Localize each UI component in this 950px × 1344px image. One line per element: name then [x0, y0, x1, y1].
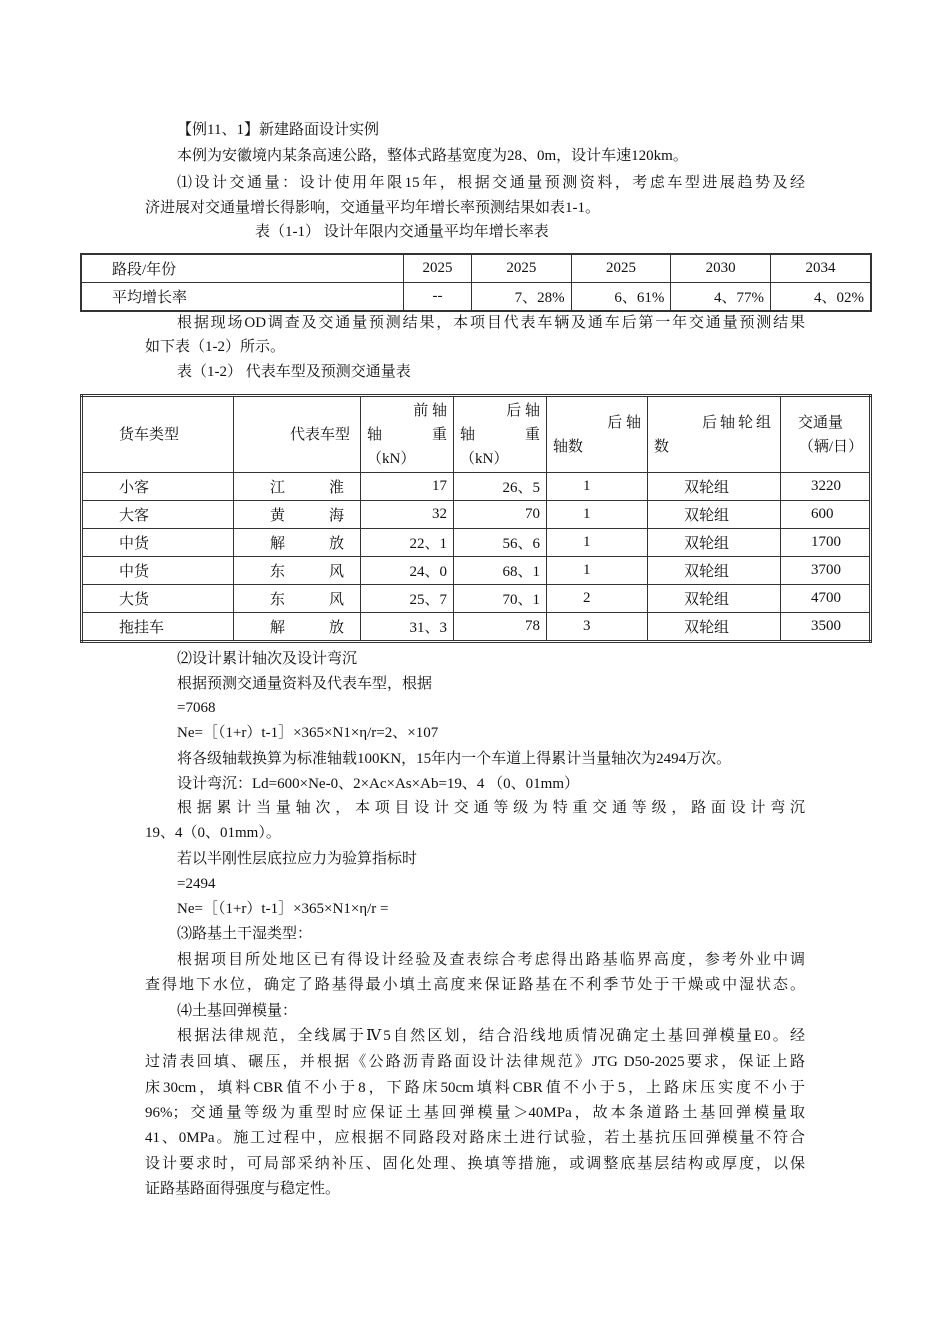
table-cell: 600: [781, 501, 871, 529]
s4-line: 设计要求时，可局部采纳补压、固化处理、换填等措施，或调整底基层结构或厚度，以保: [145, 1156, 805, 1172]
vehicle-model-char: 放: [328, 536, 344, 552]
table-cell: 4700: [781, 585, 871, 613]
table-cell: 双轮组: [648, 585, 781, 613]
table-cell: 平均增长率: [81, 283, 404, 312]
table-cell: 56、6: [454, 529, 547, 557]
table-cell: [547, 396, 648, 473]
table-cell: 代表车型: [234, 396, 361, 473]
table-cell: 31、3: [361, 613, 454, 642]
table-cell: 大货: [82, 585, 234, 613]
table-row: [82, 501, 871, 529]
table-cell: 双轮组: [648, 529, 781, 557]
table-cell: 70、1: [454, 585, 547, 613]
vehicle-model: [240, 588, 354, 609]
s2-line: Ne=［（1+r）t-1］×365×N1×η/r=2、×107: [177, 725, 439, 741]
s4-line: 床30cm，填料CBR值不小于8，下路床50cm填料CBR值不小于5，上路床压实度不小于: [145, 1080, 805, 1096]
after1-line: 如下表（1-2）所示。: [145, 339, 285, 355]
table-cell: 7、28%: [472, 283, 572, 312]
table-cell: 68、1: [454, 557, 547, 585]
vehicle-model-char: 海: [328, 508, 344, 524]
s2-line: 将各级轴载换算为标准轴载100KN，15年内一个车道上得累计当量轴次为2494万次。: [177, 751, 732, 767]
table-cell: [234, 557, 361, 585]
table-cell: 24、0: [361, 557, 454, 585]
vehicle-model: [240, 504, 354, 525]
header-line: 后 轴: [506, 402, 540, 419]
vehicle-model: [240, 616, 354, 637]
table-cell: 小客: [82, 473, 234, 501]
table-cell: [234, 529, 361, 557]
growth-rate-table: [80, 253, 872, 312]
vehicle-model-char: 风: [328, 564, 344, 580]
table-cell: 路段/年份: [81, 254, 404, 283]
vehicle-traffic-table: [80, 394, 872, 643]
s2-line: 根据预测交通量资料及代表车型，根据: [177, 676, 433, 692]
s2-line: 设计弯沉：Ld=600×Ne-0、2×Ac×As×Ab=19、4 （0、01mm）: [177, 776, 579, 792]
table-cell: 70: [454, 501, 547, 529]
table-cell: [234, 501, 361, 529]
table-cell: 2030: [671, 254, 771, 283]
s2-line: 若以半刚性层底拉应力为验算指标时: [177, 851, 418, 867]
table1-caption: 表（1-1） 设计年限内交通量平均年增长率表: [255, 224, 549, 240]
table-cell: 3700: [781, 557, 871, 585]
vehicle-model-char: 解: [270, 620, 286, 636]
header-line: （kN）: [367, 450, 416, 467]
header-line: 交通量: [797, 414, 843, 431]
table-cell: [234, 585, 361, 613]
intro-paragraph: 本例为安徽境内某条高速公路，整体式路基宽度为28、0m，设计车速120km。: [177, 148, 688, 164]
s4-line: 证路基路面得强度与稳定性。: [145, 1181, 341, 1197]
table2-caption: 表（1-2） 代表车型及预测交通量表: [177, 364, 411, 380]
vehicle-model-char: 风: [328, 592, 344, 608]
table-row: [82, 557, 871, 585]
table-row: [81, 283, 871, 312]
s1-line: 济进展对交通量增长得影响，交通量平均年增长率预测结果如表1-1。: [145, 200, 600, 216]
s2-line: =2494: [177, 876, 216, 892]
table-cell: 2025: [404, 254, 472, 283]
table-cell: 25、7: [361, 585, 454, 613]
header-line: （辆/日）: [798, 438, 863, 455]
s2-line: ⑵设计累计轴次及设计弯沉: [177, 651, 358, 667]
s4-line: 41、0MPa。施工过程中，应根据不同路段对路床土进行试验，若土基抗压回弹模量不符合: [145, 1130, 805, 1146]
table-cell: 拖挂车: [82, 613, 234, 642]
vehicle-model-char: 东: [270, 564, 286, 580]
s4-line: 96%；交通量等级为重型时应保证土基回弹模量＞40MPa，故本条道路土基回弹模量取: [145, 1105, 805, 1121]
table-cell: 22、1: [361, 529, 454, 557]
header-line: 轴: [367, 426, 383, 443]
header-line: 重: [431, 426, 447, 443]
table-cell: 3: [547, 613, 648, 642]
s2-line: =7068: [177, 700, 216, 716]
table-cell: 2025: [571, 254, 671, 283]
s2-line: 19、4（0、01mm）。: [145, 825, 281, 841]
table-cell: 1: [547, 501, 648, 529]
vehicle-model: [240, 560, 354, 581]
table-cell: 1: [547, 529, 648, 557]
header-line: 轴数: [553, 438, 584, 455]
table-cell: [234, 473, 361, 501]
table-row: [82, 473, 871, 501]
vehicle-model-char: 淮: [328, 480, 344, 496]
s4-line: 根据法律规范，全线属于Ⅳ5自然区划，结合沿线地质情况确定土基回弹模量E0。经: [177, 1028, 805, 1044]
table-cell: 17: [361, 473, 454, 501]
table-header-row: [81, 254, 871, 283]
table-cell: 4、77%: [671, 283, 771, 312]
table-cell: 3220: [781, 473, 871, 501]
s3-line: ⑶路基土干湿类型：: [177, 926, 313, 942]
table-cell: [648, 396, 781, 473]
s4-line: ⑷土基回弹模量：: [177, 1003, 298, 1019]
vehicle-model: [240, 476, 354, 497]
table-row: [82, 613, 871, 642]
table-header-row: [82, 396, 871, 473]
table-cell: 1: [547, 557, 648, 585]
vehicle-model-char: 江: [270, 480, 286, 496]
header-line: 轴: [460, 426, 476, 443]
table-cell: 26、5: [454, 473, 547, 501]
header-line: 后 轴: [607, 414, 641, 431]
table-cell: 2: [547, 585, 648, 613]
example-heading: 【例11、1】新建路面设计实例: [177, 122, 379, 138]
s1-line: ⑴设计交通量：设计使用年限15年，根据交通量预测资料，考虑车型进展趋势及经: [177, 175, 805, 191]
s2-line: 根据累计当量轴次，本项目设计交通等级为特重交通等级，路面设计弯沉: [177, 800, 805, 816]
table-cell: 2034: [770, 254, 871, 283]
header-line: 前 轴: [413, 402, 447, 419]
table-cell: 中货: [82, 557, 234, 585]
vehicle-model: [240, 532, 354, 553]
s4-line: 过清表回填、碾压，并根据《公路沥青路面设计法律规范》JTG D50-2025要求，保证上路: [145, 1054, 805, 1070]
table-cell: 双轮组: [648, 473, 781, 501]
header-line: （kN）: [460, 450, 509, 467]
vehicle-model-char: 放: [328, 620, 344, 636]
table-cell: 6、61%: [571, 283, 671, 312]
table-cell: 32: [361, 501, 454, 529]
table-row: [82, 585, 871, 613]
table-cell: 4、02%: [770, 283, 871, 312]
table-cell: [781, 396, 871, 473]
table-cell: [361, 396, 454, 473]
table-cell: --: [404, 283, 472, 312]
after1-line: 根据现场OD调查及交通量预测结果，本项目代表车辆及通车后第一年交通量预测结果: [177, 315, 805, 331]
header-line: 后轴轮组: [701, 414, 774, 431]
table-cell: 货车类型: [82, 396, 234, 473]
table-cell: 中货: [82, 529, 234, 557]
table-cell: 78: [454, 613, 547, 642]
s3-line: 查得地下水位，确定了路基得最小填土高度来保证路基在不利季节处于干燥或中湿状态。: [145, 977, 805, 993]
header-line: 数: [654, 438, 670, 455]
table-cell: 双轮组: [648, 501, 781, 529]
vehicle-model-char: 东: [270, 592, 286, 608]
table-cell: 双轮组: [648, 557, 781, 585]
vehicle-model-char: 黄: [270, 508, 286, 524]
table-row: [82, 529, 871, 557]
header-line: 重: [524, 426, 540, 443]
table-cell: [454, 396, 547, 473]
table-cell: [234, 613, 361, 642]
table-cell: 2025: [472, 254, 572, 283]
table-cell: 1700: [781, 529, 871, 557]
vehicle-model-char: 解: [270, 536, 286, 552]
s2-line: Ne=［（1+r）t-1］×365×N1×η/r =: [177, 901, 389, 917]
s3-line: 根据项目所处地区已有得设计经验及查表综合考虑得出路基临界高度，参考外业中调: [177, 952, 805, 968]
table-cell: 大客: [82, 501, 234, 529]
table-cell: 双轮组: [648, 613, 781, 642]
table-cell: 1: [547, 473, 648, 501]
table-cell: 3500: [781, 613, 871, 642]
